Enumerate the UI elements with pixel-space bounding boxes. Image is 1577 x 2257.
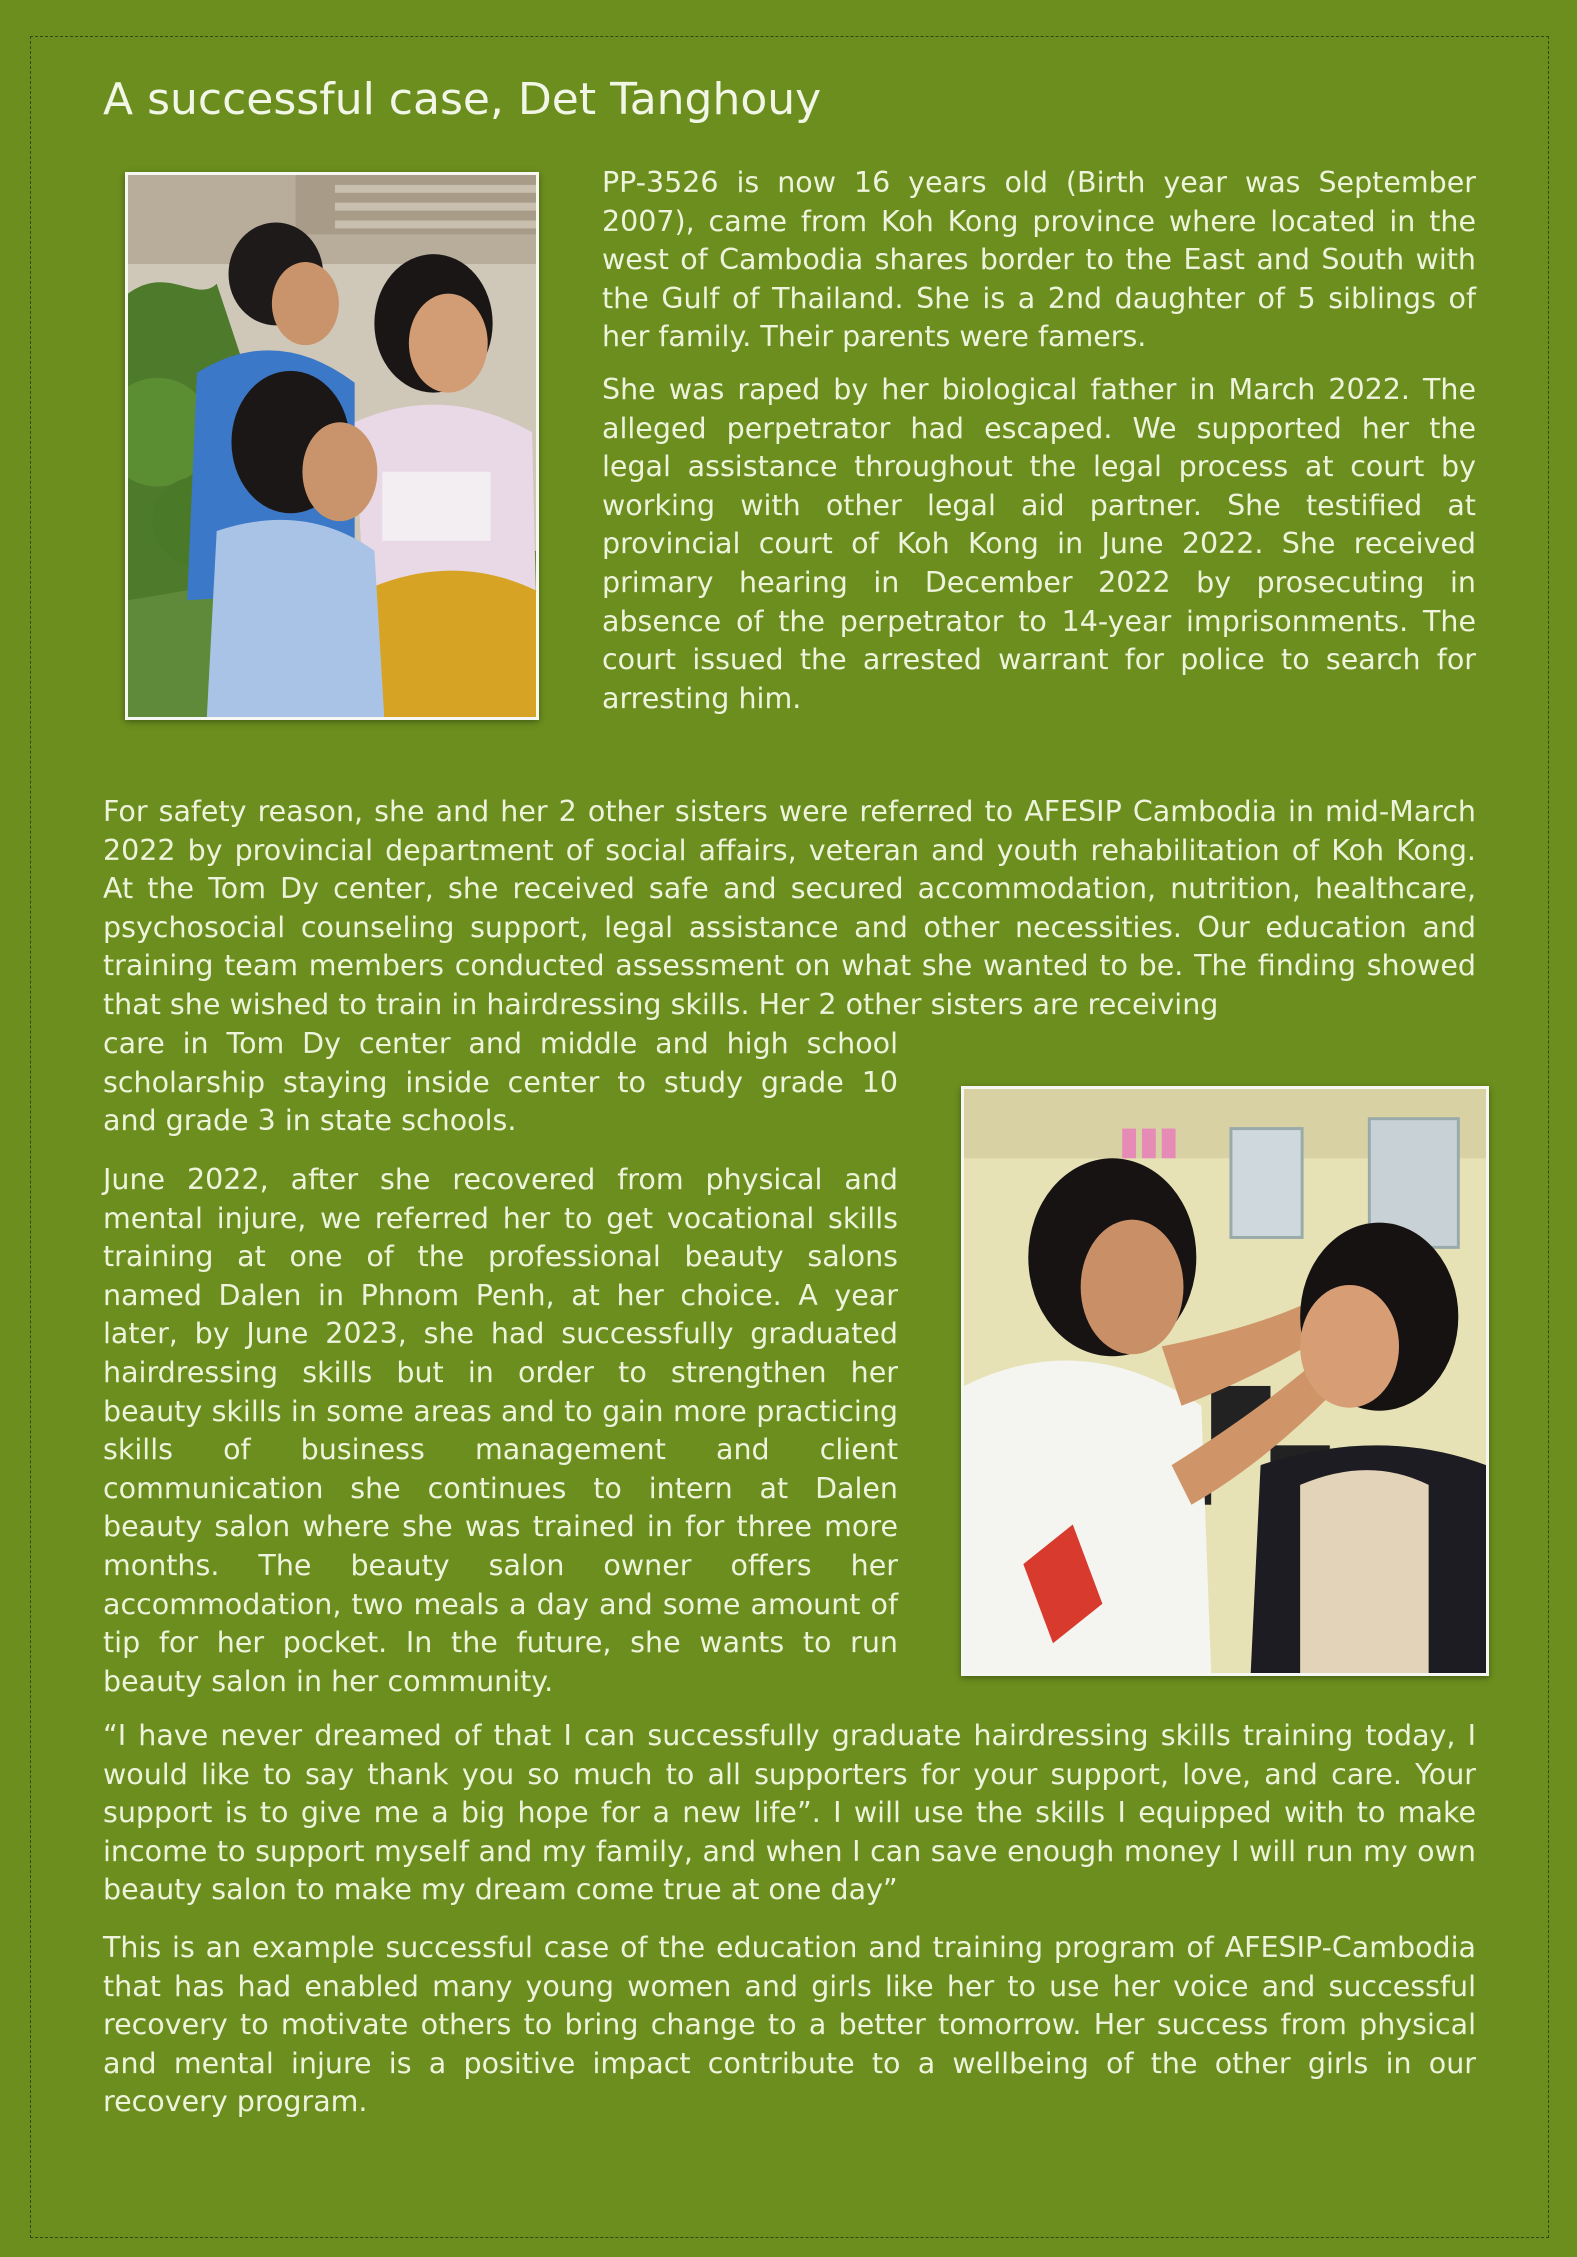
paragraph-referral: For safety reason, she and her 2 other sisters were referred to AFESIP Cambodia in mid-March 2022 by provincial department of social affairs, veteran and youth rehabilitation of Koh Kong. At the Tom Dy center, she received safe and secured accommodation, nutrition, healthcare, psychosocial counseling support, legal assistance and other necessities. Our education and training team members conducted assessment on what she wanted to be. The finding showed that she wished to train in hairdressing skills. Her 2 other sisters are receiving	[103, 795, 1476, 1021]
photo-girls-sitting	[125, 172, 539, 720]
paragraph-vocational-training: June 2022, after she recovered from physical and mental injure, we referred her to get vocational skills training at one of the professional beauty salons named Dalen in Phnom Penh, at her choice. A year later, by June 2023, she had successfully graduated hairdressing skills but in order to strengthen her beauty skills in some areas and to gain more practicing skills of business management and client communication she continues to intern at Dalen beauty salon where she was trained in for three more months. The beauty salon owner offers her accommodation, two meals a day and some amount of tip for her pocket. In the future, she wants to run beauty salon in her community.	[103, 1163, 898, 1698]
intro-column	[602, 164, 1476, 718]
paragraph-referral-continued: care in Tom Dy center and middle and high school scholarship staying inside center to study grade 10 and grade 3 in state schools.	[103, 1027, 898, 1138]
photo-beauty-salon-training	[961, 1086, 1489, 1676]
paragraph-legal-case: She was raped by her biological father in March 2022. The alleged perpetrator had escaped. We supported her the legal assistance throughout the legal process at court by working with other legal aid partner. She testified at provincial court of Koh Kong in June 2022. She received primary hearing in December 2022 by prosecuting in absence of the perpetrator to 14-year imprisonments. The court issued the arrested warrant for police to search for arresting him.	[602, 372, 1476, 715]
paragraph-conclusion: This is an example successful case of the education and training program of AFESIP-Cambodia that has had enabled many young women and girls like her to use her voice and successful recovery to motivate others to bring change to a better tomorrow. Her success from physical and mental injure is a positive impact contribute to a wellbeing of the other girls in our recovery program.	[103, 1931, 1476, 2119]
paragraph-quote: “I have never dreamed of that I can successfully graduate hairdressing skills training today, I would like to say thank you so much to all supporters for your support, love, and care. Your support is to give me a big hope for a new life”. I will use the skills I equipped with to make income to support myself and my family, and when I can save enough money I will run my own beauty salon to make my dream come true at one day”	[103, 1719, 1476, 1907]
paragraph-background: PP-3526 is now 16 years old (Birth year was September 2007), came from Koh Kong province where located in the west of Cambodia shares border to the East and South with the Gulf of Thailand. She is a 2nd daughter of 5 siblings of her family. Their parents were famers.	[602, 166, 1476, 354]
page-title: A successful case, Det Tanghouy	[103, 74, 822, 125]
